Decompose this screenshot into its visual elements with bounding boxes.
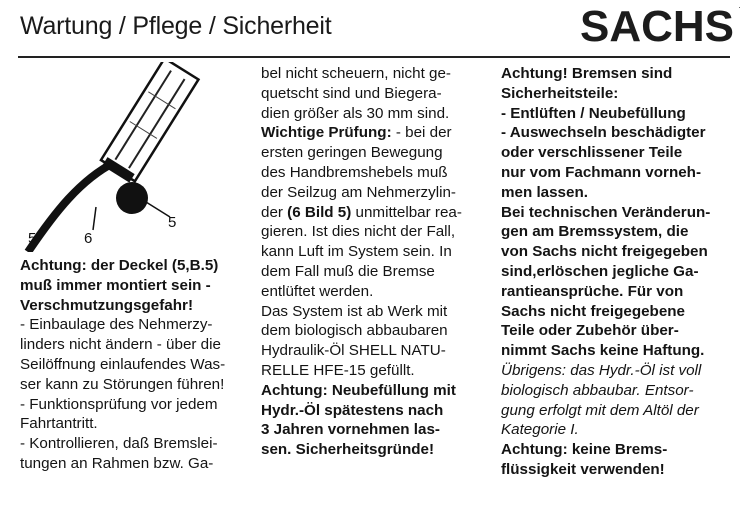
text-line: der (6 Bild 5) unmittelbar rea-: [261, 203, 462, 221]
text-column-3: [501, 64, 710, 480]
text-line: der Seilzug am Nehmerzylin-: [261, 183, 456, 201]
text-column-2: [261, 64, 462, 460]
brand-logo: SACHS: [580, 2, 735, 51]
text-line: Bei technischen Veränderun-: [501, 203, 711, 221]
text-column-1: [20, 256, 225, 474]
figure-label-5-right: 5: [168, 214, 177, 231]
cable-figure: [20, 62, 250, 252]
text-line: Seilöffnung einlaufendes Was-: [20, 355, 226, 373]
page-title: Wartung / Pflege / Sicherheit: [20, 12, 332, 40]
text-line: entlüftet werden.: [261, 282, 374, 300]
text-line: Kategorie I.: [501, 421, 579, 439]
text-line: - Kontrollieren, daß Bremslei-: [20, 435, 218, 453]
text-line: - Auswechseln beschädigter: [501, 124, 706, 142]
text-line: Sachs nicht freigegebene: [501, 302, 685, 320]
text-line: biologisch abbaubar. Entsor-: [501, 381, 694, 399]
text-line: Das System ist ab Werk mit: [261, 302, 448, 320]
text-line: rantieansprüche. Für von: [501, 282, 684, 300]
text-line: Verschmutzungsgefahr!: [20, 296, 194, 314]
text-line: Achtung: keine Brems-: [501, 441, 668, 459]
text-line: Übrigens: das Hydr.-Öl ist voll: [501, 361, 702, 379]
text-line: gen am Bremssystem, die: [501, 223, 689, 241]
text-line: gung erfolgt mit dem Altöl der: [501, 401, 699, 419]
figure-label-6: 6: [84, 230, 93, 247]
brake-cable-illustration: [20, 62, 250, 252]
text-line: kann Luft im System sein. In: [261, 243, 452, 261]
text-line: Achtung: der Deckel (5,B.5): [20, 257, 219, 274]
text-line: Hydr.-Öl spätestens nach: [261, 401, 444, 419]
text-line: - Einbaulage des Nehmerzy-: [20, 316, 213, 334]
text-line: 3 Jahren vornehmen las-: [261, 421, 440, 439]
header-rule: [18, 56, 730, 58]
text-line: men lassen.: [501, 183, 588, 201]
text-line: Achtung: Neubefüllung mit: [261, 381, 456, 399]
text-line: - Entlüften / Neubefüllung: [501, 104, 686, 122]
text-line: ser kann zu Störungen führen!: [20, 375, 225, 393]
text-line: tungen an Rahmen bzw. Ga-: [20, 454, 214, 472]
text-line: flüssigkeit verwenden!: [501, 460, 665, 478]
text-line: quetscht sind und Biegera-: [261, 84, 442, 102]
text-line: sind,erlöschen jegliche Ga-: [501, 262, 699, 280]
text-line: Achtung! Bremsen sind: [501, 65, 673, 82]
text-line: - Funktionsprüfung vor jedem: [20, 395, 218, 413]
text-line: Hydraulik-Öl SHELL NATU-: [261, 342, 446, 360]
text-line: gieren. Ist dies nicht der Fall,: [261, 223, 456, 241]
text-line: Fahrtantritt.: [20, 415, 98, 433]
text-line: sen. Sicherheitsgründe!: [261, 441, 435, 459]
text-line: linders nicht ändern - über die: [20, 336, 221, 354]
text-line: nur vom Fachmann vorneh-: [501, 163, 701, 181]
text-line: oder verschlissener Teile: [501, 144, 683, 162]
text-line: des Handbremshebels muß: [261, 163, 448, 181]
text-line: dem Fall muß die Bremse: [261, 262, 435, 280]
text-line: ersten geringen Bewegung: [261, 144, 443, 162]
text-line: bel nicht scheuern, nicht ge-: [261, 65, 451, 82]
text-line: dem biologisch abbaubaren: [261, 322, 448, 340]
text-line: Wichtige Prüfung: - bei der: [261, 124, 452, 142]
corner-mark: ·: [738, 2, 741, 12]
text-line: von Sachs nicht freigegeben: [501, 243, 708, 261]
text-line: Teile oder Zubehör über-: [501, 322, 679, 340]
cap-part: [116, 182, 148, 214]
text-line: nimmt Sachs keine Haftung.: [501, 342, 705, 360]
text-line: dien größer als 30 mm sind.: [261, 104, 450, 122]
text-line: muß immer montiert sein -: [20, 276, 211, 294]
figure-label-5-left: 5: [28, 230, 37, 247]
text-line: Sicherheitsteile:: [501, 84, 619, 102]
text-line: RELLE HFE-15 gefüllt.: [261, 361, 415, 379]
